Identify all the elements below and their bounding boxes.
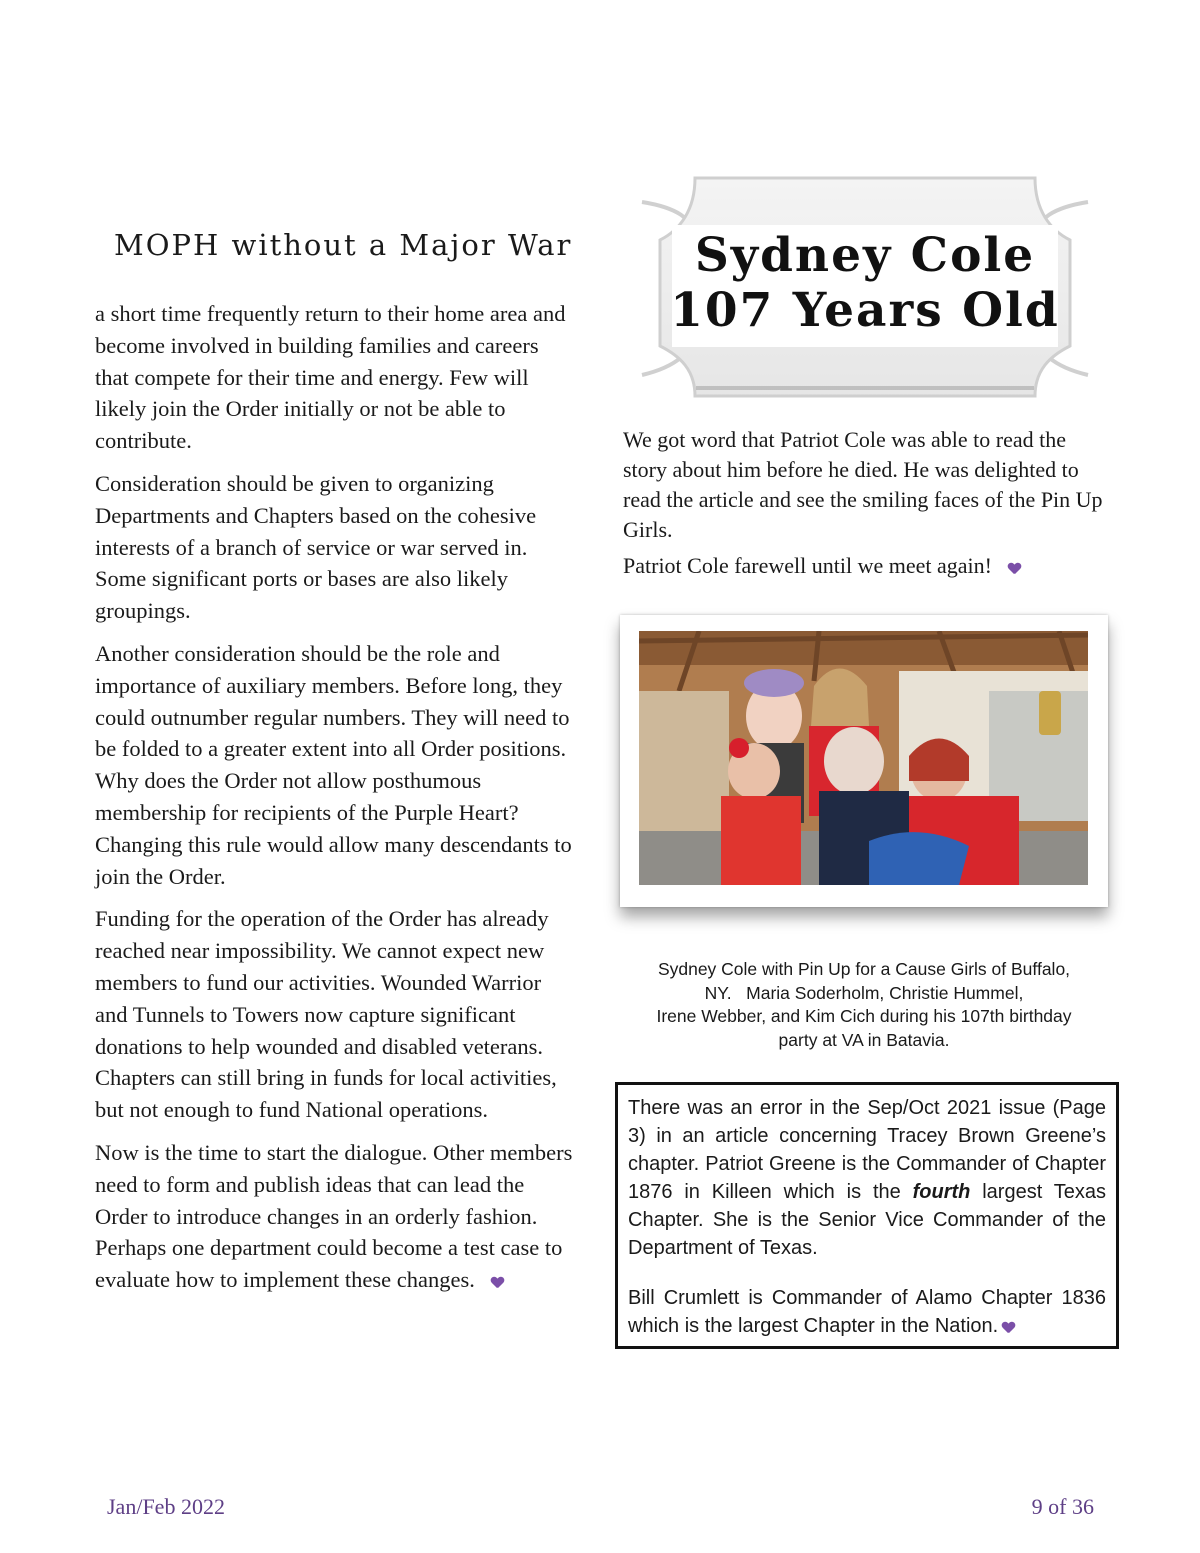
paragraph: Another consideration should be the role and importance of auxiliary members. Before long, they could outnumber regular numbers. They will need to be folded to a greater extent into all Order positions. Why does the Order not allow posthumous membership for recipients of the Purple Heart? Changing this rule would allow many descendants to join the Order. (95, 640, 572, 889)
paragraph: a short time frequently return to their home area and become involved in building families and careers that compete for their time and energy. Few will likely join the Order initially or not be able to contribute. (95, 301, 566, 454)
page-number: 9 of 36 (1031, 1494, 1094, 1519)
group-photo (639, 631, 1088, 885)
purple-heart-icon (1002, 1322, 1014, 1334)
title-banner (620, 170, 1110, 400)
banner-title-line2: 107 Years Old (670, 283, 1060, 338)
paragraph-farewell (623, 551, 1108, 581)
correction-paragraph (628, 1284, 1106, 1340)
correction-paragraph (628, 1094, 1106, 1262)
correction-text: largest Texas Chapter. She is the Senior Vice Commander of the Department of Texas. (628, 1181, 1106, 1259)
caption-line: NY. Maria Soderholm, Christie Hummel, (704, 982, 1024, 1003)
purple-heart-icon (491, 1277, 503, 1289)
correction-emphasis: fourth (912, 1181, 971, 1203)
correction-text: There was an error in the Sep/Oct 2021 issue (Page 3) in an article concerning Tracey Brown Greene’s chapter. Patriot Greene is the Commander of Chapter 1876 in Killeen which is the (628, 1097, 1106, 1203)
photo-caption (620, 958, 1108, 1052)
paragraph-text: Patriot Cole farewell until we meet again! (623, 553, 992, 578)
paragraph-text: Now is the time to start the dialogue. Other members need to form and publish ideas that can lead the Order to introduce changes in an orderly fashion. Perhaps one department could become a test case to evaluate how to implement these changes. (95, 1139, 573, 1293)
paragraph: We got word that Patriot Cole was able to read the story about him before he died. He was delighted to read the article and see the smiling faces of the Pin Up Girls. (623, 427, 1103, 542)
photo-illustration (639, 631, 1088, 885)
paragraph: Consideration should be given to organizing Departments and Chapters based on the cohesive interests of a branch of service or war served in. Some significant ports or bases are also likely groupings. (95, 470, 537, 624)
caption-line: Irene Webber, and Kim Cich during his 107th birthday (656, 1006, 1072, 1026)
caption-line: party at VA in Batavia. (778, 1029, 950, 1050)
paragraph: Funding for the operation of the Order has already reached near impossibility. We cannot expect new members to fund our activities. Wounded Warrior and Tunnels to Towers now capture significant donations to help wounded and disabled veterans. Chapters can still bring in funds for local activities, but not enough to fund National operations. (95, 906, 557, 1123)
memorial-note (623, 425, 1108, 587)
photo-frame (620, 615, 1108, 907)
paragraph-last (95, 1137, 575, 1296)
correction-box (615, 1082, 1119, 1349)
article-title: MOPH without a Major War (114, 228, 573, 262)
article-body (95, 298, 575, 1307)
correction-text: Bill Crumlett is Commander of Alamo Chapter 1836 which is the largest Chapter in the Nation. (628, 1287, 1106, 1337)
purple-heart-icon (1008, 563, 1020, 575)
caption-line: Sydney Cole with Pin Up for a Cause Girls of Buffalo, (657, 959, 1071, 979)
issue-date: Jan/Feb 2022 (107, 1494, 225, 1519)
banner-title-line1: Sydney Cole (694, 228, 1036, 283)
